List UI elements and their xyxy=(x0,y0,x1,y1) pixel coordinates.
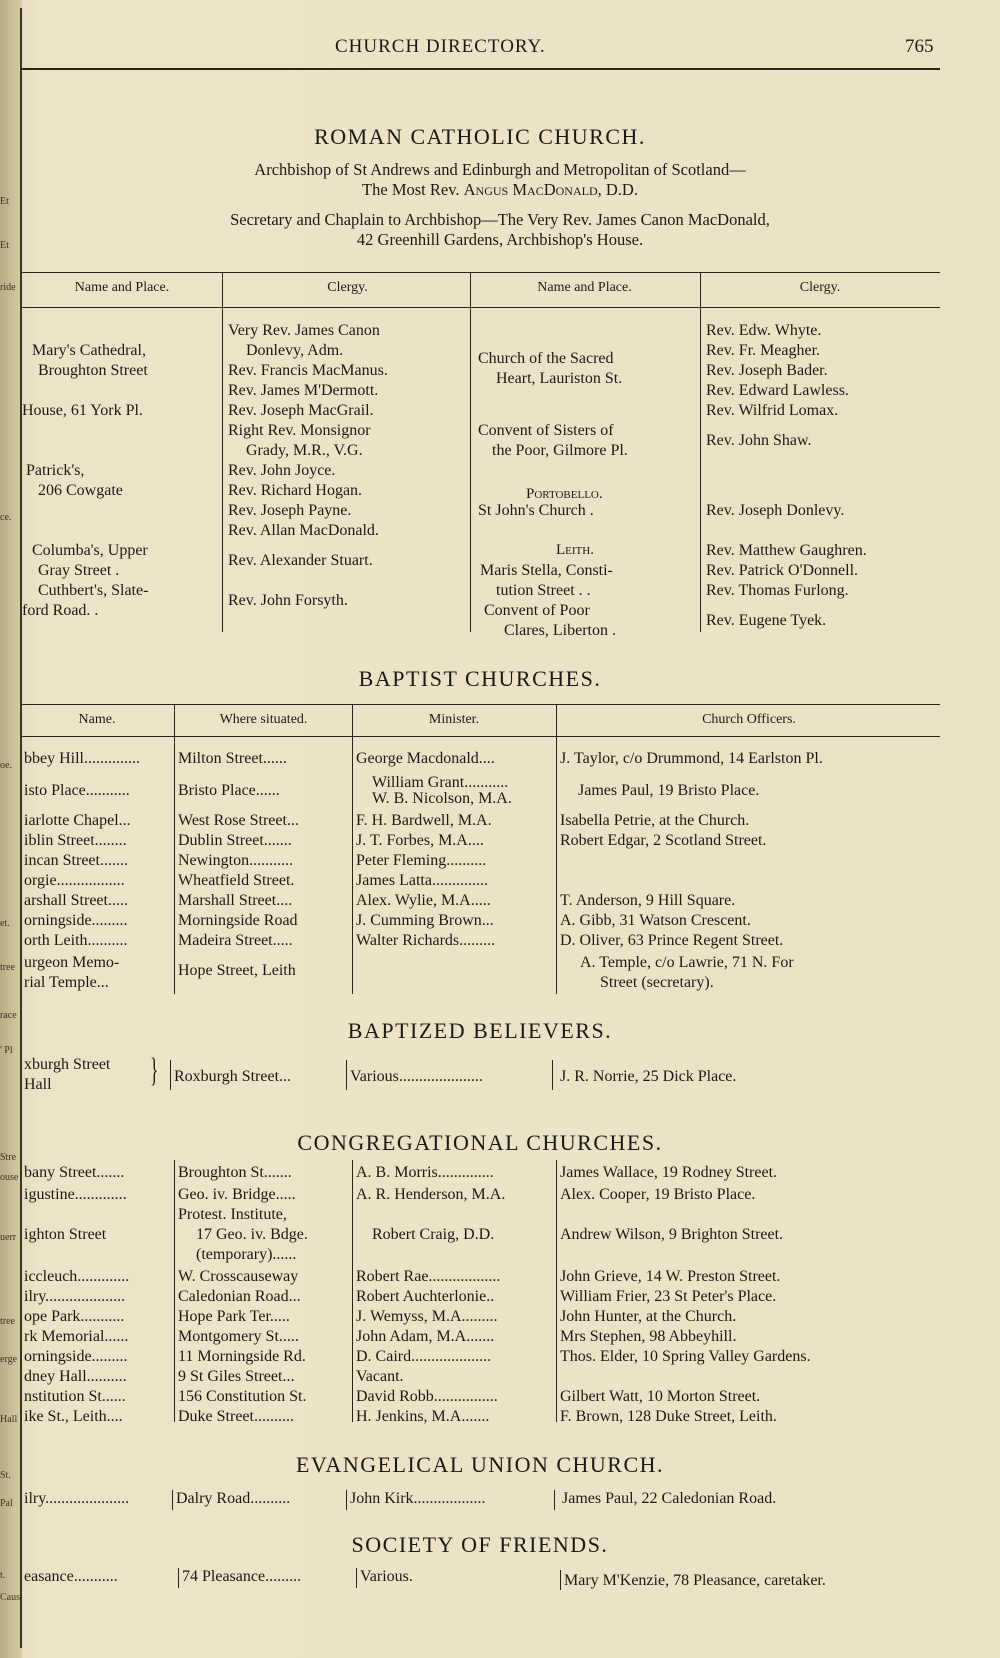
baptist-head-where: Where situated. xyxy=(219,712,308,727)
baptist-cell: J. T. Forbes, M.A.... xyxy=(356,832,484,849)
congregational-cell: F. Brown, 128 Duke Street, Leith. xyxy=(560,1408,777,1425)
rc-place: Mary's Cathedral, xyxy=(32,342,146,359)
margin-fragment: race xyxy=(0,1010,17,1021)
congregational-cell: Robert Auchterlonie.. xyxy=(356,1288,495,1305)
friends-officer: Mary M'Kenzie, 78 Pleasance, caretaker. xyxy=(564,1572,826,1589)
evangelical-name: ilry..................... xyxy=(24,1490,130,1507)
rc-clergy: Donlevy, Adm. xyxy=(246,342,344,359)
rc-clergy: Rev. Alexander Stuart. xyxy=(228,552,373,569)
baptist-cell: F. H. Bardwell, M.A. xyxy=(356,812,492,829)
secretary-address-line: 42 Greenhill Gardens, Archbishop's House. xyxy=(356,230,644,249)
rc-place: Columba's, Upper xyxy=(32,542,148,559)
rc-place: Leith. xyxy=(556,542,594,558)
friends-minister: Various. xyxy=(360,1568,413,1585)
margin-fragment: ce. xyxy=(0,512,12,523)
rc-place: the Poor, Gilmore Pl. xyxy=(492,442,628,459)
congregational-cell: 9 St Giles Street... xyxy=(178,1368,295,1385)
rc-clergy: Rev. Richard Hogan. xyxy=(228,482,363,499)
congregational-cell: Protest. Institute, xyxy=(178,1206,287,1223)
baptist-cell: orningside......... xyxy=(24,912,128,929)
baptist-cell: T. Anderson, 9 Hill Square. xyxy=(560,892,736,909)
rc-place: House, 61 York Pl. xyxy=(22,402,143,419)
rc-place: St John's Church . xyxy=(478,502,594,519)
section-title-roman-catholic: ROMAN CATHOLIC CHURCH. xyxy=(314,124,646,149)
congregational-cell: Hope Park Ter..... xyxy=(178,1308,290,1325)
baptist-cell: rial Temple... xyxy=(24,974,109,991)
congregational-cell: Gilbert Watt, 10 Morton Street. xyxy=(560,1388,761,1405)
rc-clergy: Rev. James M'Dermott. xyxy=(228,382,379,399)
baptist-cell: Robert Edgar, 2 Scotland Street. xyxy=(560,832,767,849)
congregational-cell: H. Jenkins, M.A....... xyxy=(356,1408,490,1425)
margin-fragment: ' Pl xyxy=(0,1045,13,1056)
rc-place: Convent of Poor xyxy=(484,602,590,619)
congregational-cell: David Robb................ xyxy=(356,1388,498,1405)
rc-place: Patrick's, xyxy=(26,462,85,479)
baptist-cell: arshall Street..... xyxy=(24,892,128,909)
rc-head-clergy-2: Clergy. xyxy=(799,280,841,295)
rc-clergy: Rev. Joseph Donlevy. xyxy=(706,502,845,519)
rc-place: Portobello. xyxy=(526,486,603,502)
friends-divider xyxy=(560,1570,561,1590)
congregational-cell: 11 Morningside Rd. xyxy=(178,1348,306,1365)
margin-fragment: Et xyxy=(0,196,9,207)
section-title-believers: BAPTIZED BELIEVERS. xyxy=(347,1018,613,1043)
section-title-congregational: CONGREGATIONAL CHURCHES. xyxy=(297,1130,663,1155)
baptist-cell: Dublin Street....... xyxy=(178,832,292,849)
baptist-cell: urgeon Memo- xyxy=(24,954,120,971)
congregational-cell: Duke Street.......... xyxy=(178,1408,294,1425)
congregational-divider xyxy=(556,1160,557,1422)
baptist-cell: Street (secretary). xyxy=(600,974,714,991)
evangelical-where: Dalry Road.......... xyxy=(176,1490,291,1507)
congregational-cell: igustine............. xyxy=(24,1186,127,1203)
rc-place: 206 Cowgate xyxy=(38,482,123,499)
rc-clergy: Rev. John Shaw. xyxy=(706,432,812,449)
congregational-cell: John Adam, M.A....... xyxy=(356,1328,495,1345)
baptist-cell: Isabella Petrie, at the Church. xyxy=(560,812,750,829)
friends-divider xyxy=(356,1568,357,1588)
baptist-cell: incan Street....... xyxy=(24,852,128,869)
baptist-head-officers: Church Officers. xyxy=(702,712,796,727)
page-number: 765 xyxy=(905,36,934,57)
rc-clergy: Rev. John Joyce. xyxy=(228,462,336,479)
congregational-cell: nstitution St...... xyxy=(24,1388,126,1405)
baptist-cell: Walter Richards......... xyxy=(356,932,496,949)
baptist-cell: Wheatfield Street. xyxy=(178,872,295,889)
congregational-divider xyxy=(352,1160,353,1422)
congregational-cell: ilry.................... xyxy=(24,1288,126,1305)
congregational-cell: Robert Craig, D.D. xyxy=(372,1226,495,1243)
rc-clergy: Rev. Patrick O'Donnell. xyxy=(706,562,859,579)
margin-fragment: Et xyxy=(0,240,9,251)
congregational-cell: John Grieve, 14 W. Preston Street. xyxy=(560,1268,781,1285)
congregational-cell: W. Crosscauseway xyxy=(178,1268,299,1285)
rc-place: Gray Street . xyxy=(38,562,120,579)
baptist-cell: James Paul, 19 Bristo Place. xyxy=(578,782,760,799)
baptist-head-name: Name. xyxy=(78,712,116,727)
brace: } xyxy=(150,1052,159,1089)
congregational-cell: iccleuch............. xyxy=(24,1268,130,1285)
congregational-cell: ighton Street xyxy=(24,1226,107,1243)
baptist-cell: isto Place........... xyxy=(24,782,130,799)
rc-place: Convent of Sisters of xyxy=(478,422,614,439)
margin-fragment: Hall xyxy=(0,1414,18,1425)
congregational-cell: (temporary)...... xyxy=(196,1246,297,1263)
margin-fragment: t. xyxy=(0,1570,6,1581)
rc-place: ford Road. . xyxy=(22,602,99,619)
believers-divider xyxy=(552,1060,553,1090)
friends-where: 74 Pleasance......... xyxy=(182,1568,302,1585)
baptist-head-minister: Minister. xyxy=(428,712,480,727)
baptist-cell: A. Gibb, 31 Watson Crescent. xyxy=(560,912,751,929)
congregational-cell: orningside......... xyxy=(24,1348,128,1365)
secretary-line: Secretary and Chaplain to Archbishop—The Very Rev. James Canon MacDonald, xyxy=(230,210,770,229)
congregational-cell: Vacant. xyxy=(356,1368,404,1385)
believers-minister: Various..................... xyxy=(350,1068,483,1085)
rc-clergy: Very Rev. James Canon xyxy=(228,322,380,339)
rc-col-divider xyxy=(222,272,223,632)
congregational-cell: Montgomery St..... xyxy=(178,1328,299,1345)
rc-table-head-rule xyxy=(22,307,940,308)
baptist-cell: West Rose Street... xyxy=(178,812,299,829)
baptist-cell: Hope Street, Leith xyxy=(178,962,296,979)
margin-fragment: Pal xyxy=(0,1498,13,1509)
baptist-col-divider xyxy=(352,704,353,994)
section-title-baptist: BAPTIST CHURCHES. xyxy=(358,666,602,691)
rc-place: Cuthbert's, Slate- xyxy=(38,582,149,599)
congregational-cell: ope Park........... xyxy=(24,1308,125,1325)
baptist-cell: W. B. Nicolson, M.A. xyxy=(372,790,512,807)
margin-fragment: Caus xyxy=(0,1592,20,1603)
congregational-cell: Mrs Stephen, 98 Abbeyhill. xyxy=(560,1328,737,1345)
congregational-cell: Caledonian Road... xyxy=(178,1288,301,1305)
congregational-cell: ike St., Leith.... xyxy=(24,1408,123,1425)
believers-name-2: Hall xyxy=(24,1076,52,1093)
rc-col-divider xyxy=(470,272,471,632)
baptist-cell: orgie................. xyxy=(24,872,125,889)
margin-fragment: ride xyxy=(0,282,16,293)
section-title-evangelical: EVANGELICAL UNION CHURCH. xyxy=(295,1452,665,1477)
baptist-cell: D. Oliver, 63 Prince Regent Street. xyxy=(560,932,784,949)
baptist-col-divider xyxy=(556,704,557,994)
rc-clergy: Rev. Edw. Whyte. xyxy=(706,322,822,339)
binding-rule xyxy=(20,8,22,1648)
rc-place: Church of the Sacred xyxy=(478,350,614,367)
evangelical-divider xyxy=(172,1490,173,1510)
rc-clergy: Rev. Francis MacManus. xyxy=(228,362,388,379)
baptist-cell: James Latta.............. xyxy=(356,872,488,889)
evangelical-divider xyxy=(346,1490,347,1510)
rc-clergy: Rev. Fr. Meagher. xyxy=(706,342,821,359)
rc-table-top-rule xyxy=(22,272,940,273)
rc-clergy: Rev. Joseph MacGrail. xyxy=(228,402,374,419)
rc-head-place-2: Name and Place. xyxy=(537,280,632,295)
believers-divider xyxy=(170,1060,171,1090)
believers-officer: J. R. Norrie, 25 Dick Place. xyxy=(560,1068,737,1085)
congregational-cell: Alex. Cooper, 19 Bristo Place. xyxy=(560,1186,756,1203)
rc-clergy: Rev. Eugene Tyek. xyxy=(706,612,827,629)
congregational-cell: A. B. Morris.............. xyxy=(356,1164,494,1181)
congregational-cell: William Frier, 23 St Peter's Place. xyxy=(560,1288,777,1305)
rc-head-place-1: Name and Place. xyxy=(74,280,170,295)
archbishop-line: Archbishop of St Andrews and Edinburgh and Metropolitan of Scotland— xyxy=(254,160,746,179)
rc-place: Maris Stella, Consti- xyxy=(480,562,613,579)
rc-clergy: Grady, M.R., V.G. xyxy=(246,442,363,459)
congregational-cell: Broughton St....... xyxy=(178,1164,292,1181)
rc-clergy: Rev. Wilfrid Lomax. xyxy=(706,402,839,419)
margin-fragment: oe. xyxy=(0,760,12,771)
baptist-cell: Morningside Road xyxy=(178,912,298,929)
rc-clergy: Right Rev. Monsignor xyxy=(228,422,371,439)
header-rule xyxy=(22,68,940,70)
rc-place: Broughton Street xyxy=(38,362,148,379)
baptist-cell: Madeira Street..... xyxy=(178,932,293,949)
rc-clergy: Rev. Allan MacDonald. xyxy=(228,522,379,539)
baptist-cell: J. Cumming Brown... xyxy=(356,912,494,929)
rc-clergy: Rev. Joseph Payne. xyxy=(228,502,352,519)
baptist-top-rule xyxy=(22,704,940,705)
baptist-cell: bbey Hill.............. xyxy=(24,750,140,767)
rc-clergy: Rev. John Forsyth. xyxy=(228,592,348,609)
baptist-cell: Newington........... xyxy=(178,852,294,869)
congregational-cell: J. Wemyss, M.A......... xyxy=(356,1308,498,1325)
margin-fragment: tree xyxy=(0,1316,15,1327)
congregational-cell: John Hunter, at the Church. xyxy=(560,1308,737,1325)
believers-divider xyxy=(346,1060,347,1090)
baptist-cell: iarlotte Chapel... xyxy=(24,812,131,829)
baptist-cell: William Grant........... xyxy=(372,774,509,791)
congregational-cell: dney Hall.......... xyxy=(24,1368,127,1385)
baptist-cell: Peter Fleming.......... xyxy=(356,852,487,869)
congregational-cell: D. Caird.................... xyxy=(356,1348,492,1365)
baptist-cell: A. Temple, c/o Lawrie, 71 N. For xyxy=(580,954,794,971)
margin-fragment: et. xyxy=(0,918,10,929)
rc-place: Clares, Liberton . xyxy=(504,622,616,639)
congregational-cell: Geo. iv. Bridge..... xyxy=(178,1186,296,1203)
margin-fragment: St. xyxy=(0,1470,11,1481)
rc-col-divider xyxy=(700,272,701,632)
rc-clergy: Rev. Thomas Furlong. xyxy=(706,582,849,599)
margin-fragment: ouse xyxy=(0,1172,19,1183)
baptist-cell: orth Leith.......... xyxy=(24,932,128,949)
margin-fragment: Stre xyxy=(0,1152,17,1163)
evangelical-minister: John Kirk.................. xyxy=(350,1490,486,1507)
baptist-cell: Bristo Place...... xyxy=(178,782,280,799)
margin-fragment: uerr xyxy=(0,1232,17,1243)
rc-place: Heart, Lauriston St. xyxy=(496,370,623,387)
congregational-cell: Robert Rae.................. xyxy=(356,1268,501,1285)
baptist-cell: Marshall Street.... xyxy=(178,892,293,909)
friends-divider xyxy=(178,1568,179,1588)
rc-clergy: Rev. Matthew Gaughren. xyxy=(706,542,867,559)
rc-clergy: Rev. Joseph Bader. xyxy=(706,362,828,379)
congregational-cell: rk Memorial...... xyxy=(24,1328,129,1345)
congregational-cell: 156 Constitution St. xyxy=(178,1388,307,1405)
congregational-cell: bany Street....... xyxy=(24,1164,125,1181)
baptist-cell: George Macdonald.... xyxy=(356,750,495,767)
margin-fragment: erge xyxy=(0,1354,18,1365)
rc-place: tution Street . . xyxy=(496,582,591,599)
baptist-cell: iblin Street........ xyxy=(24,832,127,849)
baptist-head-rule xyxy=(22,736,940,737)
congregational-cell: 17 Geo. iv. Bdge. xyxy=(196,1226,308,1243)
margin-fragment: tree xyxy=(0,962,15,973)
baptist-col-divider xyxy=(174,704,175,994)
baptist-cell: J. Taylor, c/o Drummond, 14 Earlston Pl. xyxy=(560,750,823,767)
rc-clergy: Rev. Edward Lawless. xyxy=(706,382,849,399)
believers-name-1: xburgh Street xyxy=(24,1056,111,1073)
evangelical-officer: James Paul, 22 Caledonian Road. xyxy=(562,1490,777,1507)
believers-where: Roxburgh Street... xyxy=(174,1068,292,1085)
friends-name: easance........... xyxy=(24,1568,118,1585)
evangelical-divider xyxy=(554,1490,555,1510)
running-title: CHURCH DIRECTORY. xyxy=(335,36,546,57)
congregational-cell: James Wallace, 19 Rodney Street. xyxy=(560,1164,778,1181)
archbishop-name-line: The Most Rev. Angus MacDonald, D.D. xyxy=(362,180,638,199)
congregational-divider xyxy=(174,1160,175,1422)
congregational-cell: A. R. Henderson, M.A. xyxy=(356,1186,506,1203)
section-title-friends: SOCIETY OF FRIENDS. xyxy=(351,1532,609,1557)
congregational-cell: Thos. Elder, 10 Spring Valley Gardens. xyxy=(560,1348,811,1365)
baptist-cell: Milton Street...... xyxy=(178,750,287,767)
rc-head-clergy-1: Clergy. xyxy=(327,280,368,295)
congregational-cell: Andrew Wilson, 9 Brighton Street. xyxy=(560,1226,784,1243)
baptist-cell: Alex. Wylie, M.A..... xyxy=(356,892,491,909)
